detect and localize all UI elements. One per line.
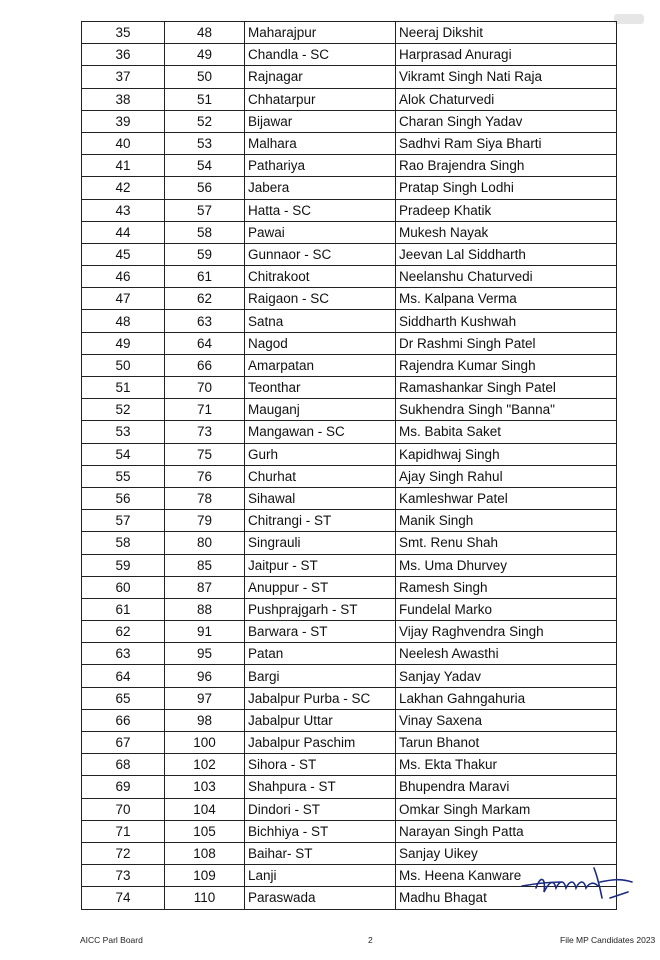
table-row bbox=[82, 155, 617, 177]
candidate-cell: Siddharth Kushwah bbox=[396, 310, 617, 332]
constituency-cell: Jabera bbox=[245, 177, 396, 199]
constituency-cell: Baihar- ST bbox=[245, 842, 396, 864]
ac-number-cell: 73 bbox=[165, 421, 245, 443]
footer-page-number: 2 bbox=[368, 935, 373, 945]
table-row bbox=[82, 665, 617, 687]
candidate-cell: Ms. Ekta Thakur bbox=[396, 754, 617, 776]
table-row bbox=[82, 66, 617, 88]
constituency-cell: Shahpura - ST bbox=[245, 776, 396, 798]
ac-number-cell: 66 bbox=[165, 354, 245, 376]
table-row bbox=[82, 354, 617, 376]
constituency-cell: Dindori - ST bbox=[245, 798, 396, 820]
serial-number-cell: 59 bbox=[82, 554, 165, 576]
table-row bbox=[82, 399, 617, 421]
table-row bbox=[82, 754, 617, 776]
serial-number-cell: 45 bbox=[82, 243, 165, 265]
candidate-cell: Smt. Renu Shah bbox=[396, 532, 617, 554]
candidate-cell: Pradeep Khatik bbox=[396, 199, 617, 221]
constituency-cell: Chitrakoot bbox=[245, 266, 396, 288]
ac-number-cell: 52 bbox=[165, 110, 245, 132]
table-row bbox=[82, 266, 617, 288]
candidate-cell: Ajay Singh Rahul bbox=[396, 465, 617, 487]
constituency-cell: Mauganj bbox=[245, 399, 396, 421]
serial-number-cell: 54 bbox=[82, 443, 165, 465]
signature-icon bbox=[516, 858, 641, 908]
constituency-cell: Satna bbox=[245, 310, 396, 332]
ac-number-cell: 95 bbox=[165, 643, 245, 665]
table-row bbox=[82, 377, 617, 399]
candidate-cell: Rajendra Kumar Singh bbox=[396, 354, 617, 376]
ac-number-cell: 78 bbox=[165, 487, 245, 509]
serial-number-cell: 57 bbox=[82, 510, 165, 532]
ac-number-cell: 63 bbox=[165, 310, 245, 332]
serial-number-cell: 58 bbox=[82, 532, 165, 554]
constituency-cell: Singrauli bbox=[245, 532, 396, 554]
serial-number-cell: 38 bbox=[82, 88, 165, 110]
footer-file-name: File MP Candidates 2023 bbox=[560, 935, 656, 945]
constituency-cell: Jabalpur Paschim bbox=[245, 732, 396, 754]
serial-number-cell: 39 bbox=[82, 110, 165, 132]
constituency-cell: Jaitpur - ST bbox=[245, 554, 396, 576]
ac-number-cell: 109 bbox=[165, 865, 245, 887]
table-row bbox=[82, 510, 617, 532]
constituency-cell: Jabalpur Uttar bbox=[245, 709, 396, 731]
constituency-cell: Bijawar bbox=[245, 110, 396, 132]
serial-number-cell: 37 bbox=[82, 66, 165, 88]
candidate-cell: Kapidhwaj Singh bbox=[396, 443, 617, 465]
candidate-cell: Tarun Bhanot bbox=[396, 732, 617, 754]
serial-number-cell: 35 bbox=[82, 22, 165, 44]
table-row bbox=[82, 177, 617, 199]
constituency-cell: Patan bbox=[245, 643, 396, 665]
ac-number-cell: 61 bbox=[165, 266, 245, 288]
candidate-cell: Pratap Singh Lodhi bbox=[396, 177, 617, 199]
serial-number-cell: 74 bbox=[82, 887, 165, 909]
serial-number-cell: 62 bbox=[82, 621, 165, 643]
serial-number-cell: 60 bbox=[82, 576, 165, 598]
table-row bbox=[82, 643, 617, 665]
ac-number-cell: 97 bbox=[165, 687, 245, 709]
table-row bbox=[82, 88, 617, 110]
table-row bbox=[82, 421, 617, 443]
table-row bbox=[82, 465, 617, 487]
ac-number-cell: 87 bbox=[165, 576, 245, 598]
constituency-cell: Jabalpur Purba - SC bbox=[245, 687, 396, 709]
table-row bbox=[82, 820, 617, 842]
candidate-cell: Jeevan Lal Siddharth bbox=[396, 243, 617, 265]
serial-number-cell: 68 bbox=[82, 754, 165, 776]
candidate-cell: Alok Chaturvedi bbox=[396, 88, 617, 110]
ac-number-cell: 76 bbox=[165, 465, 245, 487]
serial-number-cell: 69 bbox=[82, 776, 165, 798]
table-row bbox=[82, 332, 617, 354]
constituency-cell: Rajnagar bbox=[245, 66, 396, 88]
candidate-cell: Ms. Heena Kanware bbox=[396, 865, 617, 887]
serial-number-cell: 72 bbox=[82, 842, 165, 864]
constituency-cell: Malhara bbox=[245, 132, 396, 154]
candidate-cell: Manik Singh bbox=[396, 510, 617, 532]
table-row bbox=[82, 199, 617, 221]
candidate-cell: Omkar Singh Markam bbox=[396, 798, 617, 820]
ac-number-cell: 48 bbox=[165, 22, 245, 44]
serial-number-cell: 40 bbox=[82, 132, 165, 154]
candidate-cell: Madhu Bhagat bbox=[396, 887, 617, 909]
constituency-cell: Chhatarpur bbox=[245, 88, 396, 110]
serial-number-cell: 49 bbox=[82, 332, 165, 354]
footer-board: AICC Parl Board bbox=[80, 935, 143, 945]
serial-number-cell: 51 bbox=[82, 377, 165, 399]
ac-number-cell: 104 bbox=[165, 798, 245, 820]
serial-number-cell: 48 bbox=[82, 310, 165, 332]
table-row bbox=[82, 554, 617, 576]
candidate-cell: Sukhendra Singh "Banna" bbox=[396, 399, 617, 421]
table-row bbox=[82, 576, 617, 598]
serial-number-cell: 55 bbox=[82, 465, 165, 487]
candidate-cell: Neelanshu Chaturvedi bbox=[396, 266, 617, 288]
ac-number-cell: 58 bbox=[165, 221, 245, 243]
candidate-cell: Harprasad Anuragi bbox=[396, 44, 617, 66]
ac-number-cell: 51 bbox=[165, 88, 245, 110]
ac-number-cell: 88 bbox=[165, 598, 245, 620]
candidate-cell: Ms. Uma Dhurvey bbox=[396, 554, 617, 576]
serial-number-cell: 36 bbox=[82, 44, 165, 66]
table-row bbox=[82, 443, 617, 465]
constituency-cell: Chitrangi - ST bbox=[245, 510, 396, 532]
constituency-cell: Churhat bbox=[245, 465, 396, 487]
table-row bbox=[82, 487, 617, 509]
ac-number-cell: 64 bbox=[165, 332, 245, 354]
candidate-cell: Sanjay Yadav bbox=[396, 665, 617, 687]
serial-number-cell: 56 bbox=[82, 487, 165, 509]
constituency-cell: Sihawal bbox=[245, 487, 396, 509]
candidate-cell: Charan Singh Yadav bbox=[396, 110, 617, 132]
serial-number-cell: 65 bbox=[82, 687, 165, 709]
candidate-cell: Rao Brajendra Singh bbox=[396, 155, 617, 177]
constituency-cell: Nagod bbox=[245, 332, 396, 354]
constituency-cell: Bargi bbox=[245, 665, 396, 687]
candidate-cell: Mukesh Nayak bbox=[396, 221, 617, 243]
serial-number-cell: 61 bbox=[82, 598, 165, 620]
ac-number-cell: 80 bbox=[165, 532, 245, 554]
constituency-cell: Raigaon - SC bbox=[245, 288, 396, 310]
table-row bbox=[82, 44, 617, 66]
ac-number-cell: 53 bbox=[165, 132, 245, 154]
table-row bbox=[82, 288, 617, 310]
ac-number-cell: 50 bbox=[165, 66, 245, 88]
serial-number-cell: 44 bbox=[82, 221, 165, 243]
serial-number-cell: 43 bbox=[82, 199, 165, 221]
candidate-cell: Sadhvi Ram Siya Bharti bbox=[396, 132, 617, 154]
serial-number-cell: 50 bbox=[82, 354, 165, 376]
candidate-cell: Sanjay Uikey bbox=[396, 842, 617, 864]
ac-number-cell: 91 bbox=[165, 621, 245, 643]
candidate-cell: Lakhan Gahngahuria bbox=[396, 687, 617, 709]
constituency-cell: Barwara - ST bbox=[245, 621, 396, 643]
ac-number-cell: 71 bbox=[165, 399, 245, 421]
ac-number-cell: 70 bbox=[165, 377, 245, 399]
constituency-cell: Gurh bbox=[245, 443, 396, 465]
constituency-cell: Lanji bbox=[245, 865, 396, 887]
candidate-cell: Fundelal Marko bbox=[396, 598, 617, 620]
serial-number-cell: 64 bbox=[82, 665, 165, 687]
table-row bbox=[82, 221, 617, 243]
table-row bbox=[82, 598, 617, 620]
constituency-cell: Paraswada bbox=[245, 887, 396, 909]
constituency-cell: Hatta - SC bbox=[245, 199, 396, 221]
constituency-cell: Amarpatan bbox=[245, 354, 396, 376]
ac-number-cell: 110 bbox=[165, 887, 245, 909]
table-row bbox=[82, 310, 617, 332]
table-row bbox=[82, 110, 617, 132]
table-row bbox=[82, 709, 617, 731]
candidate-cell: Ramesh Singh bbox=[396, 576, 617, 598]
ac-number-cell: 102 bbox=[165, 754, 245, 776]
constituency-cell: Sihora - ST bbox=[245, 754, 396, 776]
serial-number-cell: 47 bbox=[82, 288, 165, 310]
table-body bbox=[82, 22, 617, 910]
serial-number-cell: 70 bbox=[82, 798, 165, 820]
candidate-cell: Narayan Singh Patta bbox=[396, 820, 617, 842]
serial-number-cell: 42 bbox=[82, 177, 165, 199]
ac-number-cell: 96 bbox=[165, 665, 245, 687]
ac-number-cell: 85 bbox=[165, 554, 245, 576]
table-row bbox=[82, 687, 617, 709]
candidate-cell: Vijay Raghvendra Singh bbox=[396, 621, 617, 643]
candidate-cell: Ramashankar Singh Patel bbox=[396, 377, 617, 399]
candidate-cell: Bhupendra Maravi bbox=[396, 776, 617, 798]
ac-number-cell: 79 bbox=[165, 510, 245, 532]
candidate-cell: Neelesh Awasthi bbox=[396, 643, 617, 665]
serial-number-cell: 46 bbox=[82, 266, 165, 288]
ac-number-cell: 54 bbox=[165, 155, 245, 177]
constituency-cell: Gunnaor - SC bbox=[245, 243, 396, 265]
table-row bbox=[82, 22, 617, 44]
ac-number-cell: 108 bbox=[165, 842, 245, 864]
candidate-cell: Vinay Saxena bbox=[396, 709, 617, 731]
constituency-cell: Pathariya bbox=[245, 155, 396, 177]
constituency-cell: Bichhiya - ST bbox=[245, 820, 396, 842]
candidate-cell: Vikramt Singh Nati Raja bbox=[396, 66, 617, 88]
ac-number-cell: 98 bbox=[165, 709, 245, 731]
candidate-cell: Ms. Babita Saket bbox=[396, 421, 617, 443]
serial-number-cell: 52 bbox=[82, 399, 165, 421]
constituency-cell: Mangawan - SC bbox=[245, 421, 396, 443]
ac-number-cell: 62 bbox=[165, 288, 245, 310]
share-icon bbox=[614, 12, 644, 26]
table-row bbox=[82, 243, 617, 265]
candidate-cell: Dr Rashmi Singh Patel bbox=[396, 332, 617, 354]
serial-number-cell: 67 bbox=[82, 732, 165, 754]
constituency-cell: Chandla - SC bbox=[245, 44, 396, 66]
constituency-cell: Maharajpur bbox=[245, 22, 396, 44]
candidate-cell: Kamleshwar Patel bbox=[396, 487, 617, 509]
constituency-cell: Anuppur - ST bbox=[245, 576, 396, 598]
serial-number-cell: 66 bbox=[82, 709, 165, 731]
ac-number-cell: 59 bbox=[165, 243, 245, 265]
serial-number-cell: 63 bbox=[82, 643, 165, 665]
constituency-cell: Pushprajgarh - ST bbox=[245, 598, 396, 620]
ac-number-cell: 103 bbox=[165, 776, 245, 798]
table-row bbox=[82, 776, 617, 798]
ac-number-cell: 56 bbox=[165, 177, 245, 199]
serial-number-cell: 73 bbox=[82, 865, 165, 887]
table-row bbox=[82, 732, 617, 754]
table-row bbox=[82, 798, 617, 820]
candidate-cell: Ms. Kalpana Verma bbox=[396, 288, 617, 310]
constituency-cell: Teonthar bbox=[245, 377, 396, 399]
ac-number-cell: 49 bbox=[165, 44, 245, 66]
constituency-cell: Pawai bbox=[245, 221, 396, 243]
candidate-cell: Neeraj Dikshit bbox=[396, 22, 617, 44]
table-row bbox=[82, 132, 617, 154]
serial-number-cell: 53 bbox=[82, 421, 165, 443]
ac-number-cell: 75 bbox=[165, 443, 245, 465]
serial-number-cell: 71 bbox=[82, 820, 165, 842]
ac-number-cell: 100 bbox=[165, 732, 245, 754]
ac-number-cell: 105 bbox=[165, 820, 245, 842]
ac-number-cell: 57 bbox=[165, 199, 245, 221]
table-row bbox=[82, 532, 617, 554]
serial-number-cell: 41 bbox=[82, 155, 165, 177]
candidates-table bbox=[81, 21, 617, 910]
table-row bbox=[82, 621, 617, 643]
